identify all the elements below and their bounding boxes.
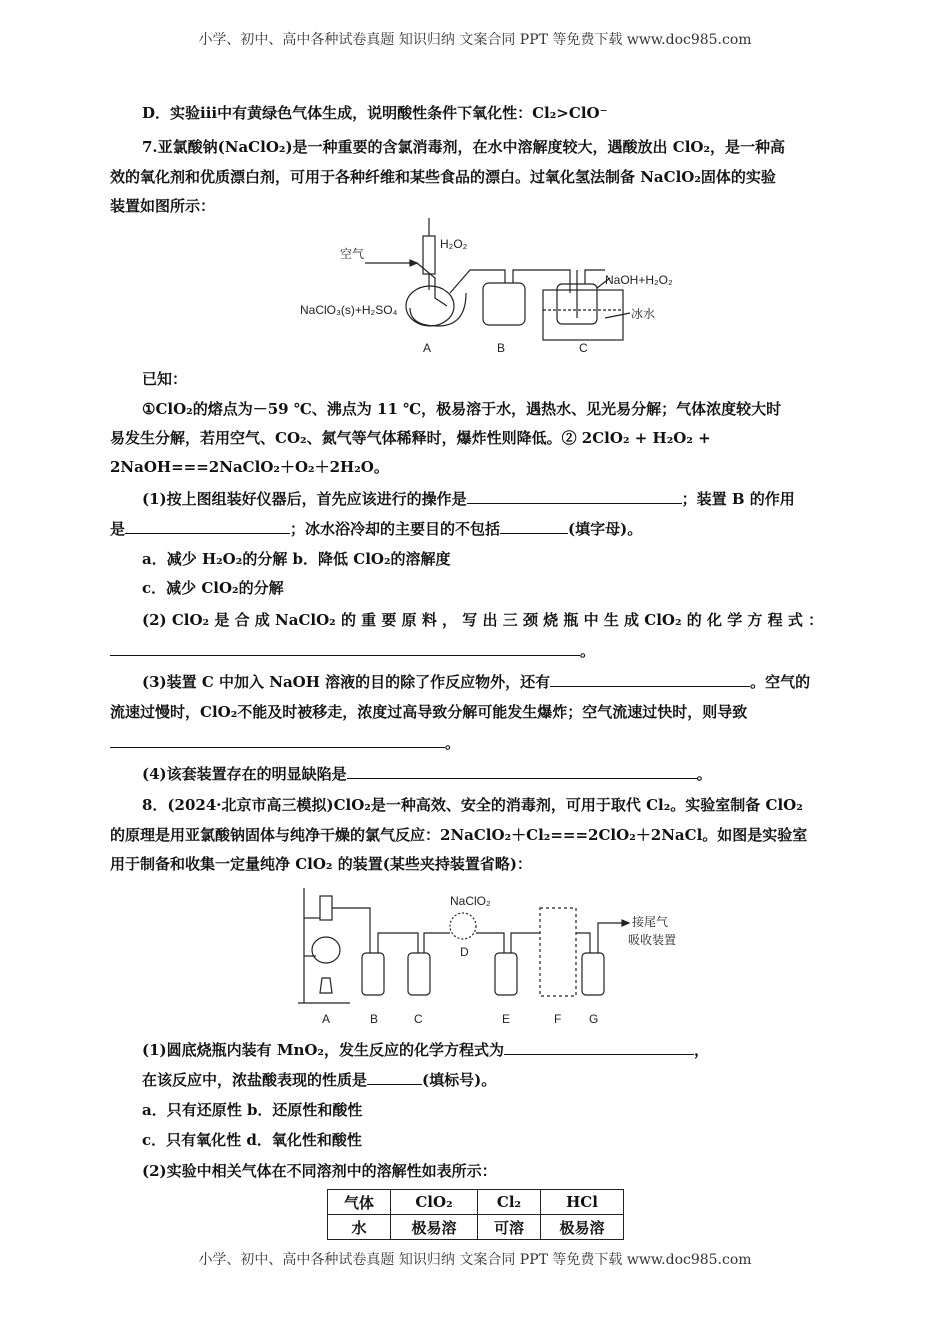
ice-label: 冰水 [631, 307, 656, 321]
answer-blank[interactable] [550, 672, 750, 687]
burner [320, 978, 332, 993]
fig2-label-e: E [502, 1012, 511, 1026]
q7-intro-3: 装置如图所示： [110, 197, 216, 215]
dropping-funnel [320, 896, 332, 920]
apparatus-figure-1 [295, 218, 695, 358]
choice-c: c．减少 ClO₂的分解 [142, 579, 284, 597]
table-cell: 极易溶 [391, 1215, 478, 1240]
table-cell: ClO₂ [391, 1190, 478, 1215]
choice-ab: a．减少 H₂O₂的分解 b．降低 ClO₂的溶解度 [142, 550, 451, 568]
table-row [328, 1215, 624, 1240]
bottle-b [483, 283, 525, 325]
option-d: D．实验ⅲ中有黄绿色气体生成，说明酸性条件下氧化性：Cl₂>ClO⁻ [142, 104, 608, 122]
fig2-label-d: D [460, 945, 469, 959]
tube-d [450, 913, 476, 939]
table-cell: 水 [328, 1215, 391, 1240]
known-3: 2NaOH===2NaClO₂＋O₂＋2H₂O。 [110, 458, 389, 476]
fig1-label-c: C [579, 341, 588, 355]
q8-2: (2)实验中相关气体在不同溶剂中的溶解性如表所示： [142, 1162, 497, 1180]
answer-blank[interactable] [500, 519, 568, 534]
q7-3-line2: 流速过慢时，ClO₂不能及时被移走，浓度过高导致分解可能发生爆炸；空气流速过快时，则导致 [110, 703, 748, 721]
solubility-table [327, 1189, 624, 1240]
tail-label-2: 吸收装置 [628, 933, 677, 947]
fig2-label-f: F [554, 1012, 562, 1026]
q7-intro-1: 7.亚氯酸钠(NaClO₂)是一种重要的含氯消毒剂，在水中溶解度较大，遇酸放出 ClO₂，是一种高 [142, 138, 786, 156]
naoh-label: NaOH+H₂O₂ [605, 273, 673, 287]
q7-3-line1: (3)装置 C 中加入 NaOH 溶液的目的除了作反应物外，还有 。空气的 [142, 673, 811, 691]
table-row [328, 1190, 624, 1215]
q7-4: (4)该套装置存在的明显缺陷是 。 [142, 765, 712, 783]
q7-2-blank: 。 [110, 641, 840, 661]
answer-blank[interactable] [110, 641, 580, 656]
known-1: ①ClO₂的熔点为－59 ℃、沸点为 11 ℃，极易溶于水，遇热水、见光易分解；气体浓度较大时 [142, 400, 782, 418]
answer-blank[interactable] [110, 733, 445, 748]
answer-blank[interactable] [467, 489, 682, 504]
table-cell: 极易溶 [541, 1215, 624, 1240]
fig2-label-b: B [370, 1012, 379, 1026]
fig1-label-a: A [423, 341, 432, 355]
answer-blank[interactable] [367, 1070, 422, 1085]
q8-intro-3: 用于制备和收集一定量纯净 ClO₂ 的装置(某些夹持装置省略)： [110, 855, 532, 873]
dropping-funnel [423, 236, 435, 274]
q7-3-blank: 。 [110, 733, 840, 753]
answer-blank[interactable] [125, 519, 290, 534]
air-label: 空气 [340, 247, 365, 261]
known-2: 易发生分解，若用空气、CO₂、氮气等气体稀释时，爆炸性则降低。② 2ClO₂ + H₂O₂ + [110, 429, 711, 447]
bottle-b [362, 953, 384, 995]
box-f [540, 908, 576, 996]
bottle-g [582, 953, 604, 995]
choice-ab-2: a．只有还原性 b．还原性和酸性 [142, 1101, 363, 1119]
page-footer: 小学、初中、高中各种试卷真题 知识归纳 文案合同 PPT 等免费下载 www.doc985.com [198, 1252, 752, 1268]
bottle-c [408, 953, 430, 995]
fig2-label-g: G [589, 1012, 599, 1026]
naclo2-label: NaClO₂ [450, 894, 491, 908]
answer-blank[interactable] [504, 1040, 694, 1055]
table-cell: 气体 [328, 1190, 391, 1215]
q8-1-line1: (1)圆底烧瓶内装有 MnO₂，发生反应的化学方程式为 ， [142, 1041, 710, 1059]
h2o2-label: H₂O₂ [440, 237, 468, 251]
tail-label-1: 接尾气 [632, 915, 669, 929]
q7-1-line1: (1)按上图组装好仪器后，首先应该进行的操作是 ；装置 B 的作用 [142, 490, 795, 508]
q8-intro-2: 的原理是用亚氯酸钠固体与纯净干燥的氯气反应：2NaClO₂＋Cl₂===2ClO₂＋2NaCl。如图是实验室 [110, 826, 808, 844]
bottle-e [495, 953, 517, 995]
fig1-label-b: B [497, 341, 506, 355]
round-flask [312, 937, 340, 963]
ice-bath [543, 290, 623, 340]
table-cell: 可溶 [478, 1215, 541, 1240]
table-cell: HCl [541, 1190, 624, 1215]
q8-1-line2: 在该反应中，浓盐酸表现的性质是 (填标号)。 [142, 1071, 497, 1089]
apparatus-figure-2 [290, 878, 720, 1028]
page-header: 小学、初中、高中各种试卷真题 知识归纳 文案合同 PPT 等免费下载 www.doc985.com [198, 32, 752, 48]
fig2-label-a: A [322, 1012, 331, 1026]
answer-blank[interactable] [347, 764, 697, 779]
q7-2: (2) ClO₂ 是 合 成 NaClO₂ 的 重 要 原 料 ， 写 出 三 颈 烧 瓶 中 生 成 ClO₂ 的 化 学 方 程 式 ： [142, 611, 824, 629]
table-cell: Cl₂ [478, 1190, 541, 1215]
known-label: 已知： [142, 370, 188, 388]
reagent-label: NaClO₃(s)+H₂SO₄ [300, 303, 398, 317]
q8-intro-1: 8．(2024·北京市高三模拟)ClO₂是一种高效、安全的消毒剂，可用于取代 Cl₂。实验室制备 ClO₂ [142, 796, 803, 814]
fig2-label-c: C [414, 1012, 423, 1026]
choice-cd-2: c．只有氧化性 d．氧化性和酸性 [142, 1131, 362, 1149]
q7-intro-2: 效的氧化剂和优质漂白剂，可用于各种纤维和某些食品的漂白。过氧化氢法制备 NaClO₂固体的实验 [110, 168, 776, 186]
q7-1-line2: 是 ；冰水浴冷却的主要目的不包括 (填字母)。 [110, 520, 643, 538]
